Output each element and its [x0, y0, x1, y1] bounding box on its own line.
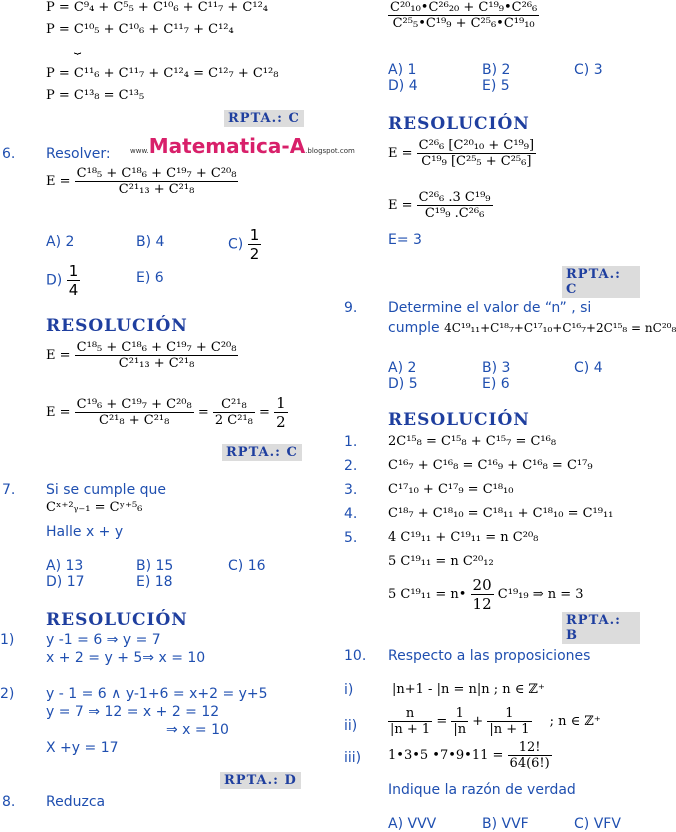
step-line: X +y = 17 [46, 740, 119, 756]
option-e: E) 18 [136, 574, 173, 590]
eq-p1: P = C⁹₄ + C⁵₅ + C¹⁰₆ + C¹¹₇ + C¹²₄ [46, 0, 269, 15]
prop-iii: 1•3•5 •7•9•11 = $\frac{12!}{64(6!)}$ [388, 740, 550, 771]
step-line: 4 C¹⁹₁₁ + C¹⁹₁₁ = n C²⁰₈ [388, 530, 539, 545]
answer-badge: RPTA.: D [220, 772, 301, 789]
option-e: E) 6 [482, 376, 510, 392]
option-a: A) VVV [388, 816, 437, 832]
step-line: C¹⁷₁₀ + C¹⁷₉ = C¹⁸₁₀ [388, 482, 514, 497]
step-line: x + 2 = y + 5⇒ x = 10 [46, 650, 206, 666]
option-c: C) 3 [574, 62, 603, 78]
option-d: D) 5 [388, 376, 418, 392]
option-c: C) 16 [228, 558, 266, 574]
prop-ii: $\frac{n}{|n + 1}$ = $\frac{1}{|n}$ + $\frac{1}{|n + 1}$ ; n ∈ ℤ⁺ [390, 706, 601, 737]
question-text: Respecto a las proposiciones [388, 648, 591, 664]
resolution-heading: RESOLUCIÓN [46, 610, 188, 630]
eq-p3: P = C¹¹₆ + C¹¹₇ + C¹²₄ = C¹²₇ + C¹²₈ [46, 66, 279, 81]
option-a: A) 13 [46, 558, 84, 574]
step-number: 2. [344, 458, 358, 474]
step-line: 5 C¹⁹₁₁ = n• $\frac{20}{12}$ C¹⁹₁₉ ⇒ n = 3 [388, 576, 584, 613]
step-line: y -1 = 6 ⇒ y = 7 [46, 632, 161, 648]
prop-number: i) [344, 682, 354, 698]
resolution-heading: RESOLUCIÓN [388, 410, 530, 430]
step-line: y = 7 ⇒ 12 = x + 2 = 12 [46, 704, 220, 720]
option-a: A) 1 [388, 62, 417, 78]
step-number: 3. [344, 482, 358, 498]
step-number: 1. [344, 434, 358, 450]
step-number: 4. [344, 506, 358, 522]
eq-p4: P = C¹³₈ = C¹³₅ [46, 88, 145, 103]
res8-step2: E = $\frac{\text{C²⁶₆ .3 C¹⁹₉}}{\text{C¹⁹₉ .C²⁶₆}}$ [388, 190, 491, 221]
option-b: B) 3 [482, 360, 511, 376]
question-text: Resolver: [46, 146, 111, 162]
answer-badge: RPTA.: C [222, 444, 302, 461]
question-number: 9. [344, 300, 358, 316]
step-number: 1) [0, 632, 15, 648]
option-a: A) 2 [46, 234, 75, 250]
question-number: 10. [344, 648, 367, 664]
question-text: Determine el valor de “n” , si [388, 300, 592, 316]
option-b: B) 2 [482, 62, 511, 78]
eq-p2: P = C¹⁰₅ + C¹⁰₆ + C¹¹₇ + C¹²₄ [46, 22, 234, 37]
question-number: 8. [2, 794, 16, 810]
step-number: 5. [344, 530, 358, 546]
option-d: D) 17 [46, 574, 85, 590]
option-c: C) $\frac{1}{2}$ [228, 226, 260, 263]
res6-step1: E = $\frac{\text{C¹⁸₅ + C¹⁸₆ + C¹⁹₇ + C²⁰₈}}{\text{C²¹₁₃ + C²¹₈}}$ [46, 340, 237, 371]
option-d: D) 4 [388, 78, 418, 94]
step-line: ⇒ x = 10 [166, 722, 229, 738]
option-b: B) VVF [482, 816, 529, 832]
res8-result: E= 3 [388, 232, 422, 248]
option-a: A) 2 [388, 360, 417, 376]
resolution-heading: RESOLUCIÓN [388, 114, 530, 134]
question-number: 7. [2, 482, 16, 498]
question-text: Halle x + y [46, 524, 124, 540]
step-line: 5 C¹⁹₁₁ = n C²⁰₁₂ [388, 554, 494, 569]
prop-number: ii) [344, 718, 358, 734]
step-line: y - 1 = 6 ∧ y-1+6 = x+2 = y+5 [46, 686, 268, 702]
answer-badge: RPTA.: C [224, 110, 304, 127]
question-number: 6. [2, 146, 16, 162]
q7-equation: Cˣ⁺²ᵧ₋₁ = Cʸ⁺⁵₆ [46, 500, 143, 515]
option-d: D) $\frac{1}{4}$ [46, 262, 79, 299]
site-logo: www.Matematica-A.blogspot.com [130, 134, 355, 158]
option-b: B) 4 [136, 234, 165, 250]
option-e: E) 5 [482, 78, 510, 94]
option-c: C) VFV [574, 816, 621, 832]
option-e: E) 6 [136, 270, 164, 286]
question-text: cumple 4C¹⁹₁₁+C¹⁸₇+C¹⁷₁₀+C¹⁶₇+2C¹⁵₈ = nC²⁰₈ [388, 320, 676, 336]
question-text: Si se cumple que [46, 482, 167, 498]
res6-step2: E = $\frac{\text{C¹⁹₆ + C¹⁹₇ + C²⁰₈}}{\text{C²¹₈ + C²¹₈}}$ = $\frac{\text{C²¹₈}}{\text{2 C²¹₈}}$ = $\frac{1}{2}$ [46, 394, 286, 431]
q6-expression: E = $\frac{\text{C¹⁸₅ + C¹⁸₆ + C¹⁹₇ + C²⁰₈}}{\text{C²¹₁₃ + C²¹₈}}$ [46, 166, 237, 197]
option-c: C) 4 [574, 360, 603, 376]
option-b: B) 15 [136, 558, 174, 574]
underbrace: ⏟ [74, 40, 82, 54]
resolution-heading: RESOLUCIÓN [46, 316, 188, 336]
res8-step1: E = $\frac{\text{C²⁶₆ [C²⁰₁₀ + C¹⁹₉]}}{\text{C¹⁹₉ [C²⁵₅ + C²⁵₆]}}$ [388, 138, 535, 169]
step-line: 2C¹⁵₈ = C¹⁵₈ + C¹⁵₇ = C¹⁶₈ [388, 434, 557, 449]
answer-badge: RPTA.: B [562, 612, 640, 644]
step-line: C¹⁶₇ + C¹⁶₈ = C¹⁶₉ + C¹⁶₈ = C¹⁷₉ [388, 458, 593, 473]
prop-number: iii) [344, 750, 362, 766]
prop-i: |n+1 - |n = n|n ; n ∈ ℤ⁺ [392, 682, 545, 697]
step-number: 2) [0, 686, 15, 702]
question-text: Indique la razón de verdad [388, 782, 576, 798]
q8-expression: $\frac{\text{C²⁰₁₀•C²⁶₂₀ + C¹⁹₉•C²⁶₆}}{\text{C²⁵₅•C¹⁹₉ + C²⁵₆•C¹⁹₁₀}}$ [390, 0, 538, 31]
question-text: Reduzca [46, 794, 106, 810]
answer-badge: RPTA.: C [562, 266, 640, 298]
step-line: C¹⁸₇ + C¹⁸₁₀ = C¹⁸₁₁ + C¹⁸₁₀ = C¹⁹₁₁ [388, 506, 614, 521]
